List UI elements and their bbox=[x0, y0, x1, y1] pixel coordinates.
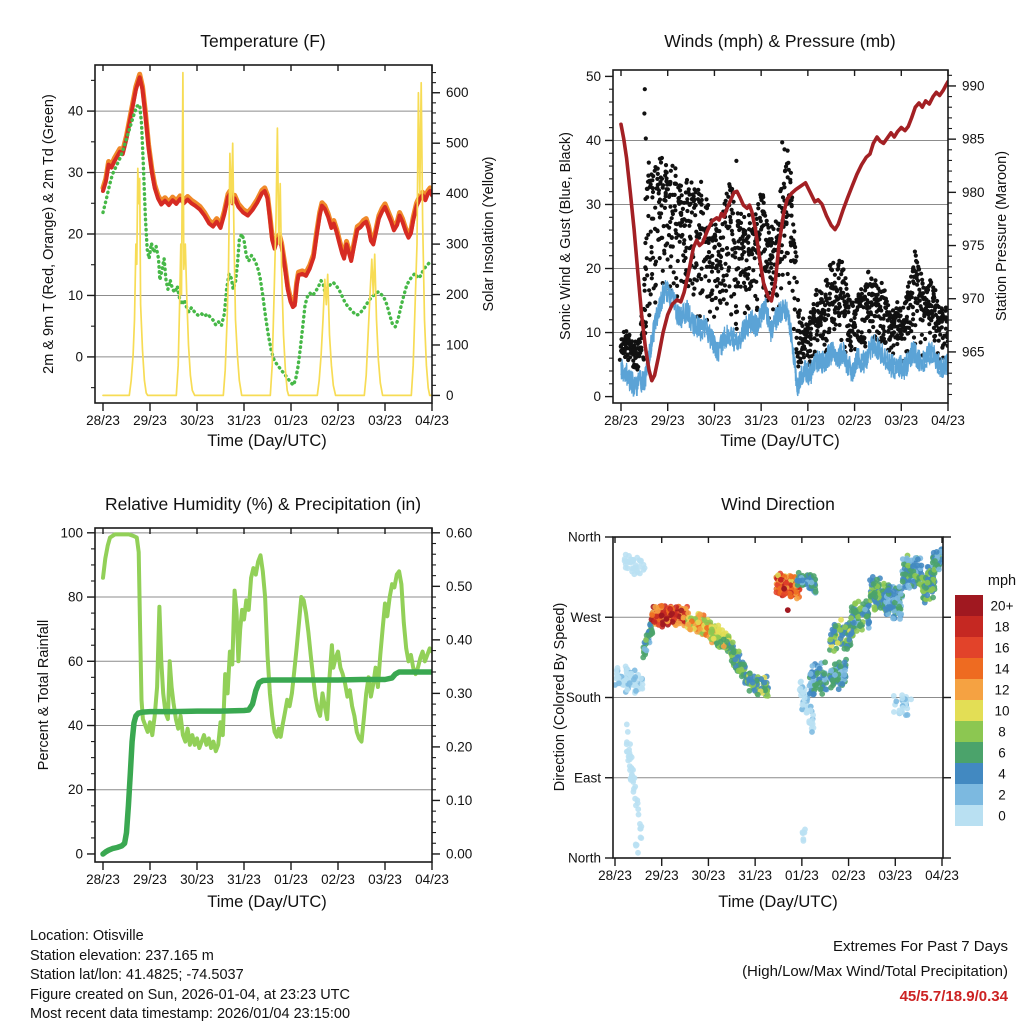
svg-text:04/23: 04/23 bbox=[925, 868, 959, 883]
svg-text:100: 100 bbox=[446, 337, 469, 353]
svg-text:02/23: 02/23 bbox=[837, 413, 872, 428]
svg-text:20+: 20+ bbox=[990, 598, 1014, 614]
svg-text:04/23: 04/23 bbox=[415, 413, 449, 428]
svg-text:30: 30 bbox=[67, 165, 83, 181]
panel-title-winds-pressure: Winds (mph) & Pressure (mb) bbox=[664, 31, 896, 51]
svg-text:01/23: 01/23 bbox=[274, 872, 308, 887]
svg-text:West: West bbox=[570, 609, 601, 625]
station-info-block bbox=[30, 927, 350, 1024]
svg-text:0: 0 bbox=[446, 387, 454, 403]
svg-text:03/23: 03/23 bbox=[368, 872, 402, 887]
svg-text:28/23: 28/23 bbox=[86, 413, 120, 428]
panel-title-temperature: Temperature (F) bbox=[200, 31, 326, 51]
svg-text:20: 20 bbox=[67, 782, 83, 798]
svg-text:0.30: 0.30 bbox=[446, 685, 473, 701]
svg-text:31/23: 31/23 bbox=[738, 868, 773, 883]
svg-text:04/23: 04/23 bbox=[415, 872, 449, 887]
panel-title-humidity-precip: Relative Humidity (%) & Precipitation (in) bbox=[104, 494, 422, 514]
svg-text:01/23: 01/23 bbox=[790, 413, 825, 428]
temp-right-axis-label: Solar Insolation (Yellow) bbox=[481, 156, 497, 312]
svg-text:31/23: 31/23 bbox=[227, 413, 261, 428]
svg-text:0: 0 bbox=[75, 349, 83, 365]
svg-text:30/23: 30/23 bbox=[180, 872, 214, 887]
svg-text:10: 10 bbox=[994, 703, 1010, 719]
svg-text:0.40: 0.40 bbox=[446, 632, 473, 648]
wind-x-axis-title: Time (Day/UTC) bbox=[720, 432, 840, 450]
svg-text:29/23: 29/23 bbox=[650, 413, 685, 428]
svg-text:40: 40 bbox=[585, 132, 601, 148]
svg-text:North: North bbox=[567, 529, 601, 545]
station-elevation: Station elevation: 237.165 m bbox=[30, 947, 214, 964]
svg-text:31/23: 31/23 bbox=[744, 413, 779, 428]
svg-text:South: South bbox=[565, 690, 601, 705]
wind-left-axis-label: Sonic Wind & Gust (Blue, Black) bbox=[558, 132, 574, 340]
svg-text:300: 300 bbox=[446, 236, 469, 252]
svg-text:28/23: 28/23 bbox=[604, 413, 638, 428]
svg-text:80: 80 bbox=[67, 589, 83, 605]
svg-text:30/23: 30/23 bbox=[697, 413, 732, 428]
svg-text:980: 980 bbox=[962, 184, 985, 200]
svg-text:0: 0 bbox=[998, 808, 1006, 824]
svg-text:200: 200 bbox=[446, 287, 469, 303]
svg-text:30: 30 bbox=[585, 196, 601, 212]
svg-text:990: 990 bbox=[962, 78, 985, 94]
svg-text:01/23: 01/23 bbox=[274, 413, 308, 428]
extremes-values: 45/5.7/18.9/0.34 bbox=[899, 988, 1008, 1005]
svg-text:400: 400 bbox=[446, 186, 469, 202]
svg-text:10: 10 bbox=[585, 325, 601, 341]
humidity-x-axis-title: Time (Day/UTC) bbox=[207, 893, 327, 911]
svg-text:0.10: 0.10 bbox=[446, 792, 473, 808]
svg-text:970: 970 bbox=[962, 291, 985, 307]
svg-text:mph: mph bbox=[987, 573, 1017, 589]
svg-text:6: 6 bbox=[998, 745, 1006, 761]
svg-text:29/23: 29/23 bbox=[133, 413, 167, 428]
svg-text:East: East bbox=[573, 770, 601, 786]
svg-text:30/23: 30/23 bbox=[180, 413, 214, 428]
svg-text:02/23: 02/23 bbox=[321, 413, 355, 428]
svg-text:31/23: 31/23 bbox=[227, 872, 261, 887]
svg-text:02/23: 02/23 bbox=[321, 872, 355, 887]
svg-text:0.60: 0.60 bbox=[446, 525, 473, 541]
svg-text:28/23: 28/23 bbox=[598, 868, 632, 883]
svg-text:02/23: 02/23 bbox=[831, 868, 866, 883]
svg-text:10: 10 bbox=[67, 287, 83, 303]
svg-text:4: 4 bbox=[998, 766, 1006, 782]
direction-left-axis-label: Direction (Colored By Speed) bbox=[552, 602, 568, 792]
extremes-title: Extremes For Past 7 Days bbox=[832, 938, 1008, 955]
svg-text:0: 0 bbox=[593, 389, 601, 405]
station-location: Location: Otisville bbox=[30, 928, 144, 944]
svg-text:01/23: 01/23 bbox=[784, 868, 819, 883]
humidity-left-axis-label: Percent & Total Rainfall bbox=[36, 619, 52, 771]
svg-text:975: 975 bbox=[962, 238, 985, 254]
svg-text:03/23: 03/23 bbox=[884, 413, 919, 428]
svg-text:0.50: 0.50 bbox=[446, 578, 473, 594]
svg-text:04/23: 04/23 bbox=[931, 413, 965, 428]
svg-text:985: 985 bbox=[962, 131, 985, 147]
svg-text:2: 2 bbox=[998, 787, 1006, 803]
svg-text:North: North bbox=[567, 850, 601, 866]
station-latlon: Station lat/lon: 41.4825; -74.5037 bbox=[30, 967, 244, 983]
svg-text:03/23: 03/23 bbox=[878, 868, 913, 883]
wind-right-axis-label: Station Pressure (Maroon) bbox=[994, 150, 1010, 322]
svg-text:16: 16 bbox=[994, 640, 1010, 656]
svg-text:30/23: 30/23 bbox=[691, 868, 726, 883]
svg-text:14: 14 bbox=[994, 661, 1010, 677]
svg-text:0.00: 0.00 bbox=[446, 846, 473, 862]
extremes-block bbox=[742, 934, 1008, 1009]
temp-left-axis-label: 2m & 9m T (Red, Orange) & 2m Td (Green) bbox=[41, 94, 57, 374]
svg-text:12: 12 bbox=[994, 682, 1010, 698]
svg-text:0.20: 0.20 bbox=[446, 739, 473, 755]
svg-text:40: 40 bbox=[67, 103, 83, 119]
svg-text:20: 20 bbox=[67, 226, 83, 242]
svg-text:0: 0 bbox=[75, 846, 83, 862]
svg-text:03/23: 03/23 bbox=[368, 413, 402, 428]
svg-text:18: 18 bbox=[994, 619, 1010, 635]
svg-text:100: 100 bbox=[60, 525, 83, 541]
figure-created-timestamp: Figure created on Sun, 2026-01-04, at 23:23 UTC bbox=[30, 986, 350, 1003]
svg-text:40: 40 bbox=[67, 718, 83, 734]
most-recent-data-timestamp: Most recent data timestamp: 2026/01/04 23:15:00 bbox=[30, 1006, 351, 1022]
svg-text:60: 60 bbox=[67, 653, 83, 669]
svg-text:8: 8 bbox=[998, 724, 1006, 740]
svg-text:29/23: 29/23 bbox=[133, 872, 167, 887]
panel-title-wind-direction: Wind Direction bbox=[721, 494, 835, 514]
svg-text:50: 50 bbox=[585, 68, 601, 84]
svg-text:500: 500 bbox=[446, 135, 469, 151]
temp-x-axis-title: Time (Day/UTC) bbox=[207, 432, 327, 450]
svg-text:600: 600 bbox=[446, 85, 469, 101]
svg-text:965: 965 bbox=[962, 344, 985, 360]
svg-text:20: 20 bbox=[585, 261, 601, 277]
svg-text:28/23: 28/23 bbox=[86, 872, 120, 887]
extremes-subtitle: (High/Low/Max Wind/Total Precipitation) bbox=[742, 963, 1008, 980]
svg-text:29/23: 29/23 bbox=[644, 868, 679, 883]
direction-x-axis-title: Time (Day/UTC) bbox=[718, 893, 838, 911]
